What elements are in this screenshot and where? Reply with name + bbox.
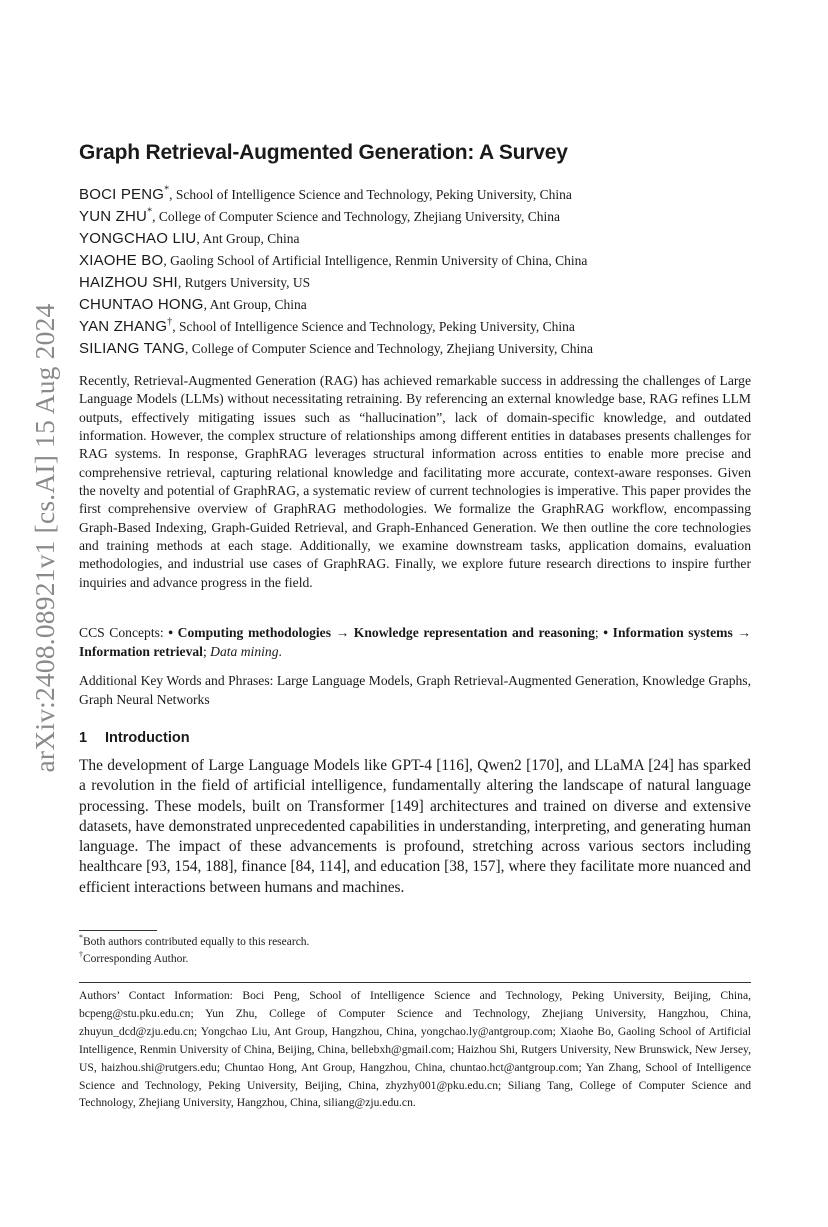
author-affiliation: , Ant Group, China (203, 297, 307, 312)
author-name: XIAOHE BO (79, 252, 164, 269)
author-footnote-mark: * (164, 184, 170, 196)
ccs-separator: ; (594, 625, 604, 640)
author-name: YONGCHAO LIU (79, 230, 197, 247)
author-line (79, 228, 751, 250)
ccs-separator: ; (202, 643, 211, 659)
author-footnote-mark: * (147, 206, 153, 218)
author-affiliation: , Ant Group, China (196, 231, 300, 246)
footnote-text: Both authors contributed equally to this research. (83, 936, 310, 948)
abstract: Recently, Retrieval-Augmented Generation (RAG) has achieved remarkable success in addressing the challenges of Large Language Models (LLMs) without necessitating retraining. By referencing an external knowledge base, RAG refines LLM outputs, effectively mitigating issues such as “hallucination”, lack of domain-specific knowledge, and outdated information. However, the complex structure of relationships among different entities in databases presents challenges for RAG systems. In response, GraphRAG leverages structural information across entities to enable more precise and comprehensive retrieval, capturing relational knowledge and facilitating more accurate, context-aware responses. Given the novelty and potential of GraphRAG, a systematic review of current technologies is imperative. This paper provides the first comprehensive overview of GraphRAG methodologies. We formalize the GraphRAG workflow, encompassing Graph-Based Indexing, Graph-Guided Retrieval, and Graph-Enhanced Generation. We then outline the core technologies and training methods at each stage. Additionally, we examine downstream tasks, application domains, evaluation methodologies, and industrial use cases of GraphRAG. Finally, we explore future research directions to inspire further inquiries and advance progress in the field. (79, 373, 751, 590)
footnote-mark: * (79, 933, 83, 943)
author-line (79, 294, 751, 316)
author-affiliation: , School of Intelligence Science and Technology, Peking University, China (169, 187, 572, 202)
author-name: SILIANG TANG (79, 340, 186, 357)
author-footnote-mark: † (167, 316, 173, 328)
author-line (79, 272, 751, 294)
author-affiliation: , Rutgers University, US (177, 275, 311, 290)
author-line (79, 338, 751, 360)
footnote-mark: † (79, 950, 83, 960)
author-list (79, 184, 751, 360)
author-affiliation: , Gaoling School of Artificial Intelligence, Renmin University of China, China (163, 253, 588, 268)
footnote-text: Corresponding Author. (83, 953, 189, 965)
ccs-concept: Information systems → Information retrieval (79, 625, 751, 659)
keywords: Additional Key Words and Phrases: Large Language Models, Graph Retrieval-Augmented Generation, Knowledge Graphs, Graph Neural Networks (79, 673, 751, 707)
ccs-label: CCS Concepts: (79, 625, 169, 640)
author-name: YUN ZHU (79, 208, 148, 225)
author-name: HAIZHOU SHI (79, 274, 178, 291)
section-number: 1 (79, 730, 88, 746)
arxiv-identifier-stamp: arXiv:2408.08921v1 [cs.AI] 15 Aug 2024 (29, 303, 60, 773)
author-affiliation: , College of Computer Science and Technology, Zhejiang University, China (185, 341, 594, 356)
author-line (79, 184, 751, 206)
ccs-concept: Data mining (210, 643, 279, 659)
ccs-concepts (79, 624, 751, 661)
ccs-concept: Computing methodologies → Knowledge representation and reasoning (177, 625, 595, 640)
author-name: BOCI PENG (79, 186, 165, 203)
author-name: YAN ZHANG (79, 318, 168, 335)
ccs-bullet: • (603, 625, 613, 640)
paper-title: Graph Retrieval-Augmented Generation: A Survey (79, 141, 568, 164)
section-heading (79, 730, 190, 746)
section-title: Introduction (105, 730, 190, 746)
author-name: CHUNTAO HONG (79, 296, 204, 313)
footnote (79, 934, 751, 951)
author-line (79, 206, 751, 228)
ccs-end: . (278, 643, 282, 659)
footnote-divider (79, 930, 157, 931)
contact-divider (79, 982, 751, 983)
ccs-bullet: • (168, 625, 178, 640)
introduction-paragraph: The development of Large Language Models like GPT-4 [116], Qwen2 [170], and LLaMA [24] has sparked a revolution in the field of artificial intelligence, fundamentally altering the landscape of natural language processing. These models, built on Transformer [149] architectures and trained on diverse and extensive datasets, have demonstrated unprecedented capabilities in understanding, interpreting, and generating human language. The impact of these advancements is profound, stretching across various sectors including healthcare [93, 154, 188], finance [84, 114], and education [38, 157], where they facilitate more nuanced and efficient interactions between humans and machines. (79, 757, 751, 896)
author-affiliation: , College of Computer Science and Technology, Zhejiang University, China (152, 209, 561, 224)
author-affiliation: , School of Intelligence Science and Technology, Peking University, China (172, 319, 575, 334)
author-contact-information: Authors’ Contact Information: Boci Peng, School of Intelligence Science and Technology, Peking University, Beijing, China, bcpeng@stu.pku.edu.cn; Yun Zhu, College of Computer Science and Technology, Zhejiang University, Hangzhou, China, zhuyun_dcd@zju.edu.cn; Yongchao Liu, Ant Group, Hangzhou, China, yongchao.ly@antgroup.com; Xiaohe Bo, Gaoling School of Artificial Intelligence, Renmin University of China, Beijing, China, bellebxh@gmail.com; Haizhou Shi, Rutgers University, New Brunswick, New Jersey, US, haizhou.shi@rutgers.edu; Chuntao Hong, Ant Group, Hangzhou, China, chuntao.hct@antgroup.com; Yan Zhang, School of Intelligence Science and Technology, Peking University, Beijing, China, zhyzhy001@pku.edu.cn; Siliang Tang, College of Computer Science and Technology, Zhejiang University, Hangzhou, China, siliang@zju.edu.cn. (79, 989, 751, 1110)
footnotes (79, 934, 751, 968)
footnote (79, 951, 751, 968)
author-line (79, 250, 751, 272)
author-line (79, 316, 751, 338)
